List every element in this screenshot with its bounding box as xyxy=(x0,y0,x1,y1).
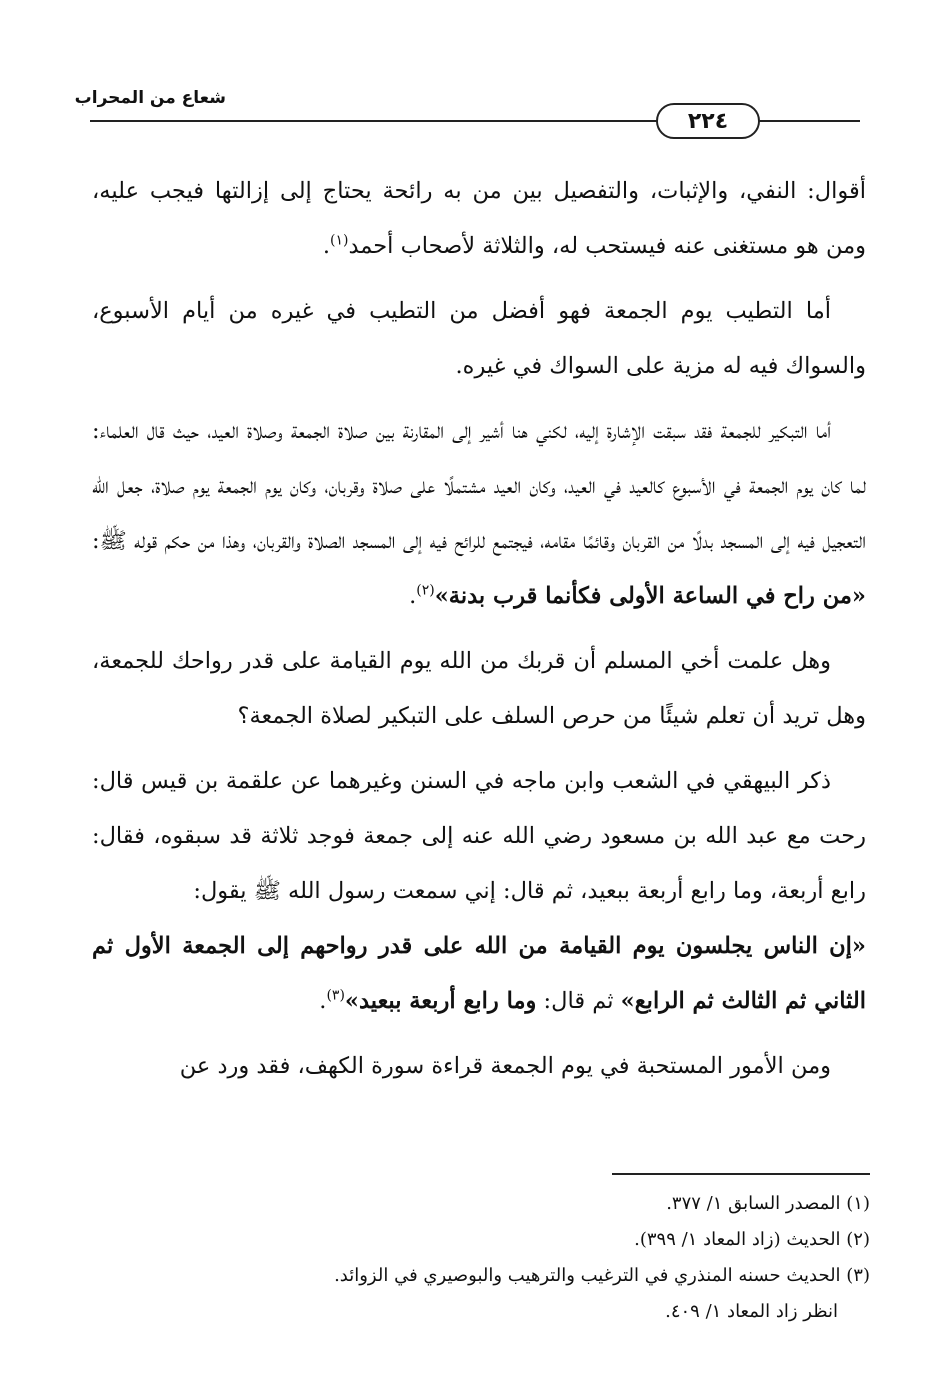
hadith-quote-1: «من راح في الساعة الأولى فكأنما قرب بدنة» xyxy=(434,583,866,609)
footnote-1: (١) المصدر السابق ١/ ٣٧٧. xyxy=(666,1193,870,1214)
paragraph-3 xyxy=(92,404,866,624)
paragraph-6 xyxy=(92,919,866,1029)
paragraph-6-mid: ثم قال: xyxy=(536,988,621,1014)
paragraph-1 xyxy=(92,164,866,274)
paragraph-3-end: . xyxy=(409,583,417,609)
hadith-quote-3: وما رابع أربعة ببعيد» xyxy=(344,988,537,1014)
paragraph-6-end: . xyxy=(319,988,327,1014)
footnote-ref-1: (١) xyxy=(329,232,349,249)
footnote-2: (٢) الحديث (زاد المعاد ١/ ٣٩٩). xyxy=(634,1229,870,1250)
running-header-title: شعاع من المحراب xyxy=(74,88,226,108)
page-number-badge: ٢٢٤ xyxy=(656,103,760,139)
main-text xyxy=(92,164,866,1104)
footnote-ref-2: (٢) xyxy=(416,582,435,599)
paragraph-5: ذكر البيهقي في الشعب وابن ماجه في السنن وغيرهما عن علقمة بن قيس قال: رحت مع عبد الله بن مسعود رضي الله عنه إلى جمعة فوجد ثلاثة قد سبقوه، فقال: رابع أربعة، وما رابع أربعة ببعيد، ثم قال: إني سمعت رسول الله ﷺ يقول: xyxy=(92,768,866,904)
footnote-ref-3: (٣) xyxy=(326,987,345,1004)
paragraph-3-text: أما التبكير للجمعة فقد سبقت الإشارة إليه، لكني هنا أشير إلى المقارنة بين صلاة الجمعة وصلاة العيد، حيث قال العلماء: لما كان يوم الجمعة في الأسبوع كالعيد في العيد، وكان العيد مشتملًا على صلاة وقربان، وكان يوم الجمعة يوم صلاة، جعل الله التعجيل فيه إلى المسجد بدلًا من القربان وقائمًا مقامه، فيجتمع للرائح فيه إلى المسجد الصلاة والقربان، وهذا من حكم قوله ﷺ: xyxy=(92,418,866,554)
footnotes xyxy=(120,1186,870,1330)
paragraph-4: وهل علمت أخي المسلم أن قربك من الله يوم القيامة على قدر رواحك للجمعة، وهل تريد أن تعلم شيئًا من حرص السلف على التبكير لصلاة الجمعة؟ xyxy=(92,648,866,729)
hadith-quote-2: «إن الناس يجلسون يوم القيامة من الله على قدر رواحهم إلى الجمعة الأول ثم الثاني ثم الثالث ثم الرابع» xyxy=(92,933,866,1014)
paragraph-1-end: . xyxy=(322,233,330,259)
footnote-3-continued: انظر زاد المعاد ١/ ٤٠٩. xyxy=(665,1301,838,1322)
paragraph-7: ومن الأمور المستحبة في يوم الجمعة قراءة سورة الكهف، فقد ورد عن xyxy=(179,1053,831,1079)
footnote-rule xyxy=(612,1173,870,1175)
paragraph-1-text: أقوال: النفي، والإثبات، والتفصيل بين من به رائحة يحتاج إلى إزالتها فيجب عليه، ومن هو مستغنى عنه فيستحب له، والثلاثة لأصحاب أحمد xyxy=(92,178,866,259)
footnote-3: (٣) الحديث حسنه المنذري في الترغيب والترهيب والبوصيري في الزوائد. xyxy=(334,1265,870,1286)
paragraph-2: أما التطيب يوم الجمعة فهو أفضل من التطيب في غيره من أيام الأسبوع، والسواك فيه له مزية على السواك في غيره. xyxy=(92,298,866,379)
